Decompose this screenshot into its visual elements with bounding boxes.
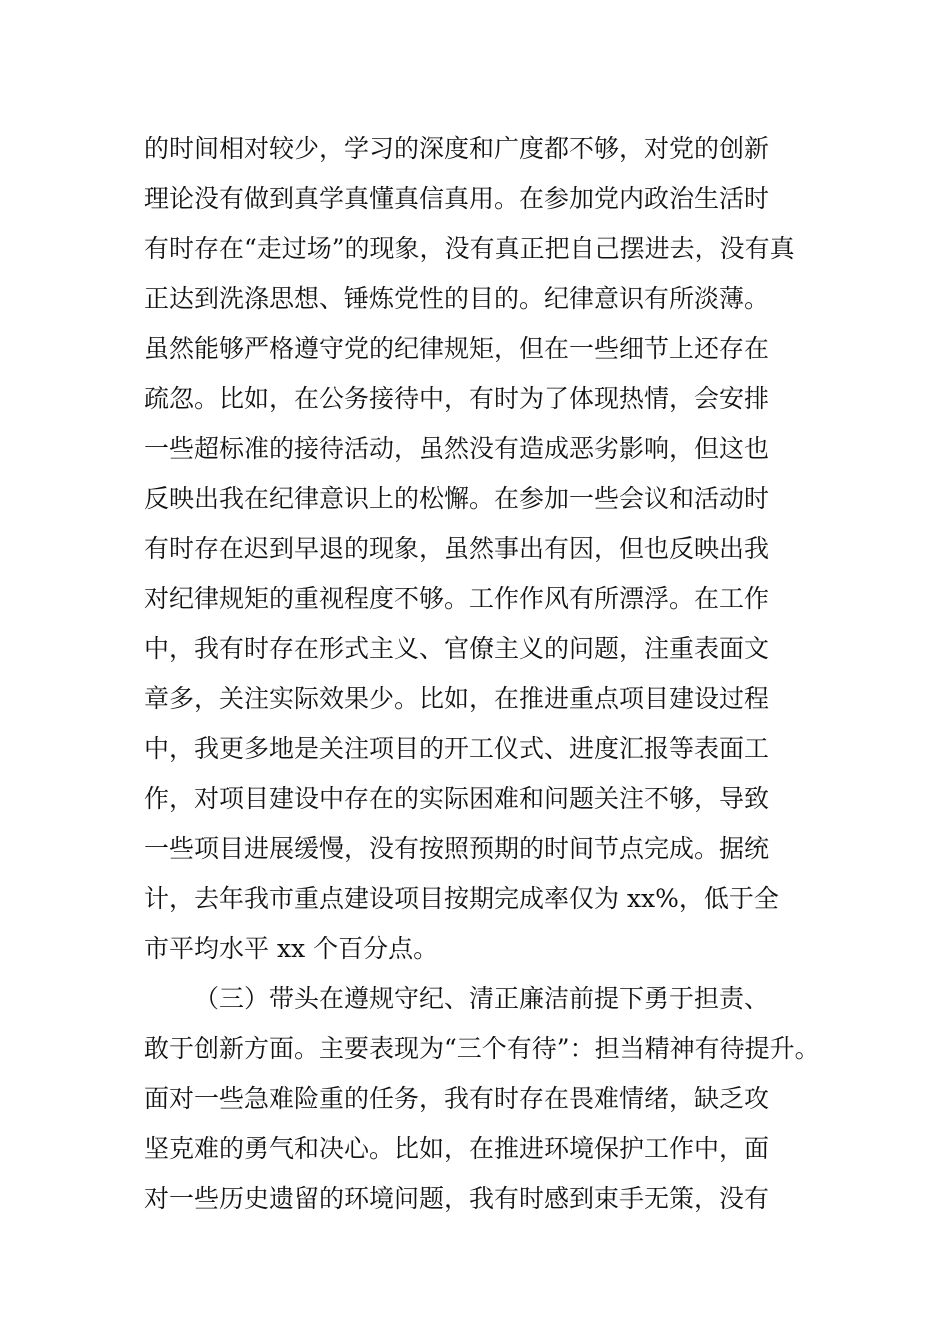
text-line: 反映出我在纪律意识上的松懈。在参加一些会议和活动时 [144, 484, 770, 513]
text-line: 对纪律规矩的重视程度不够。工作作风有所漂浮。在工作 [144, 584, 770, 613]
text-line: 的时间相对较少，学习的深度和广度都不够，对党的创新 [144, 134, 770, 163]
text-line: 中，我有时存在形式主义、官僚主义的问题，注重表面文 [144, 634, 770, 663]
text-line: 疏忽。比如，在公务接待中，有时为了体现热情，会安排 [144, 384, 770, 413]
text-line: 正达到洗涤思想、锤炼党性的目的。纪律意识有所淡薄。 [144, 284, 770, 313]
text-line: 计，去年我市重点建设项目按期完成率仅为 xx%，低于全 [144, 884, 779, 913]
text-line: 虽然能够严格遵守党的纪律规矩，但在一些细节上还存在 [144, 334, 770, 363]
body-text [144, 124, 844, 1224]
text-line: 坚克难的勇气和决心。比如，在推进环境保护工作中，面 [144, 1134, 770, 1163]
section-heading-line: （三）带头在遵规守纪、清正廉洁前提下勇于担责、 [194, 984, 770, 1013]
text-line: 市平均水平 xx 个百分点。 [144, 934, 439, 963]
text-line: 有时存在“走过场”的现象，没有真正把自己摆进去，没有真 [144, 234, 795, 263]
text-line: 对一些历史遗留的环境问题，我有时感到束手无策，没有 [144, 1184, 770, 1213]
text-line: 一些超标准的接待活动，虽然没有造成恶劣影响，但这也 [144, 434, 770, 463]
text-line: 中，我更多地是关注项目的开工仪式、进度汇报等表面工 [144, 734, 770, 763]
text-line: 理论没有做到真学真懂真信真用。在参加党内政治生活时 [144, 184, 770, 213]
text-line: 作，对项目建设中存在的实际困难和问题关注不够，导致 [144, 784, 770, 813]
text-line: 敢于创新方面。主要表现为“三个有待”：担当精神有待提升。 [144, 1034, 820, 1063]
text-line: 有时存在迟到早退的现象，虽然事出有因，但也反映出我 [144, 534, 770, 563]
text-line: 一些项目进展缓慢，没有按照预期的时间节点完成。据统 [144, 834, 770, 863]
text-line: 面对一些急难险重的任务，我有时存在畏难情绪，缺乏攻 [144, 1084, 770, 1113]
text-line: 章多，关注实际效果少。比如，在推进重点项目建设过程 [144, 684, 770, 713]
